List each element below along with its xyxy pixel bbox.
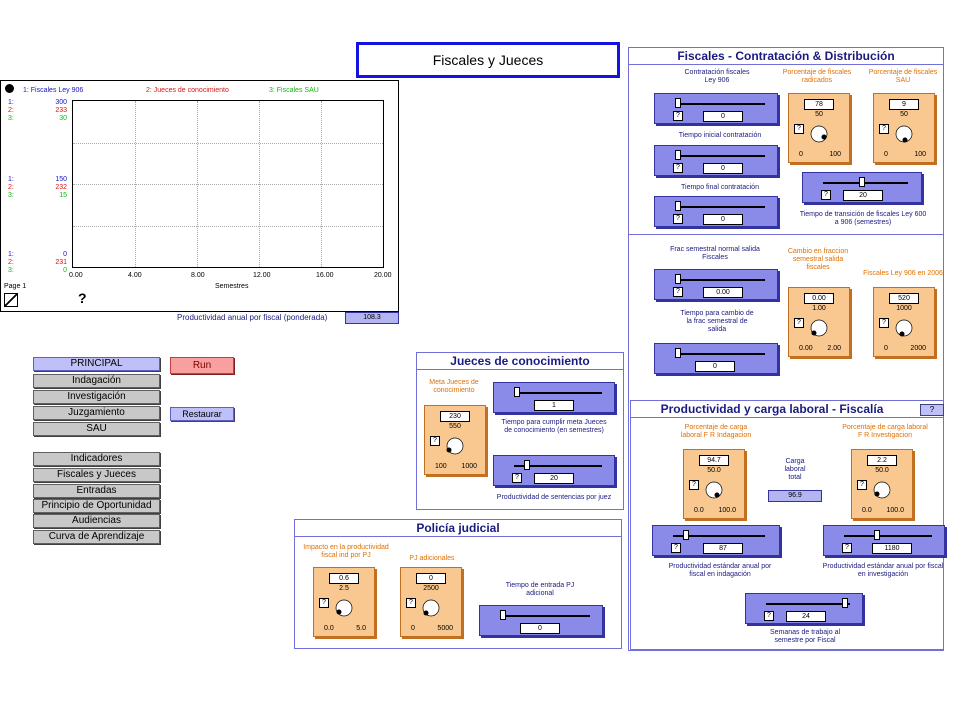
slider-help-icon[interactable]: ? xyxy=(673,214,683,224)
y-top-values: 300 233 30 xyxy=(55,99,67,122)
knob-help-icon[interactable]: ? xyxy=(406,598,416,608)
page-title: Fiscales y Jueces xyxy=(356,42,620,78)
productividad-label: Productividad anual por fiscal (ponderada) xyxy=(177,313,328,322)
plot-area xyxy=(72,100,384,268)
legend-series-3: 3: Fiscales SAU xyxy=(269,87,319,94)
slider-frac-salida[interactable]: ? 0.00 xyxy=(654,269,778,300)
nav-indicadores[interactable]: Indicadores xyxy=(33,452,160,466)
slider-help-icon[interactable]: ? xyxy=(673,163,683,173)
slider-transicion[interactable]: ? 20 xyxy=(802,172,922,203)
graph-type-icon[interactable] xyxy=(5,84,14,93)
knob-carga-indagacion[interactable]: 94.7 50.0 ? 0.0 100.0 xyxy=(683,449,745,519)
graph-help-button[interactable]: ? xyxy=(78,290,87,306)
slider-contratacion[interactable]: ? 0 xyxy=(654,93,778,124)
slider-help-icon[interactable]: ? xyxy=(673,287,683,297)
jueces-s2-label: Productividad de sentencias por juez xyxy=(496,494,612,501)
x-tick-4: 16.00 xyxy=(316,272,334,279)
knob-carga-investigacion[interactable]: 2.2 50.0 ? 0.0 100.0 xyxy=(851,449,913,519)
slider-semanas[interactable]: ? 24 xyxy=(745,593,863,624)
policia-k2-label: PJ adicionales xyxy=(409,555,455,562)
fcd-l5: Frac semestral normal salida Fiscales xyxy=(670,246,760,261)
knob-help-icon[interactable]: ? xyxy=(319,598,329,608)
x-tick-0: 0.00 xyxy=(69,272,83,279)
y-bot-labels: 1: 2: 3: xyxy=(8,251,14,274)
fcd-k2-label: Porcentaje de fiscales SAU xyxy=(868,69,938,84)
carga-total-value: 96.9 xyxy=(768,490,822,502)
knob-help-icon[interactable]: ? xyxy=(430,436,440,446)
prod-k2-label: Porcentaje de carga laboral F R Investigacion xyxy=(842,424,928,439)
knob-fiscales-radicados[interactable]: 78 50 ? 0 100 xyxy=(788,93,850,163)
page-label: Page 1 xyxy=(4,283,27,290)
fcd-l3: Tiempo final contratación xyxy=(681,184,759,191)
prod-s1-label: Productividad estándar anual por fiscal en indagación xyxy=(668,563,772,578)
y-mid-values: 150 232 15 xyxy=(55,176,67,199)
prod-s3-label: Semanas de trabajo al semestre por Fiscal xyxy=(769,629,841,644)
knob-pj-adicionales[interactable]: 0 2500 ? 0 5000 xyxy=(400,567,462,637)
dial-icon xyxy=(441,432,469,460)
knob-help-icon[interactable]: ? xyxy=(857,480,867,490)
x-tick-5: 20.00 xyxy=(374,272,392,279)
dial-icon xyxy=(868,476,896,504)
knob-cambio-fraccion[interactable]: 0.00 1.00 ? 0.00 2.00 xyxy=(788,287,850,357)
slider-help-icon[interactable]: ? xyxy=(842,543,852,553)
fcd-divider xyxy=(628,234,944,235)
panel-jueces-title: Jueces de conocimiento xyxy=(417,353,623,370)
prod-s2-label: Productividad estándar anual por fiscal en investigación xyxy=(822,563,944,578)
nav-fiscales-jueces[interactable]: Fiscales y Jueces xyxy=(33,468,160,482)
page-flip-icon[interactable] xyxy=(4,293,18,307)
policia-s-label: Tiempo de entrada PJ adicional xyxy=(505,582,575,597)
slider-productividad-juez[interactable]: ? 20 xyxy=(493,455,615,486)
slider-tiempo-cambio[interactable]: 0 xyxy=(654,343,778,374)
slider-tiempo-pj[interactable]: 0 xyxy=(479,605,603,636)
slider-prod-indagacion[interactable]: ? 87 xyxy=(652,525,780,556)
dial-icon xyxy=(805,120,833,148)
prod-k1-label: Porcentaje de carga laboral F R Indagacion xyxy=(680,424,752,439)
legend-series-2: 2: Jueces de conocimiento xyxy=(146,87,229,94)
slider-help-icon[interactable]: ? xyxy=(764,611,774,621)
nav-principio-oportunidad[interactable]: Principio de Oportunidad xyxy=(33,499,160,513)
y-mid-labels: 1: 2: 3: xyxy=(8,176,14,199)
nav-principal[interactable]: PRINCIPAL xyxy=(33,357,160,371)
slider-help-icon[interactable]: ? xyxy=(821,190,831,200)
dial-icon xyxy=(700,476,728,504)
nav-curva-aprendizaje[interactable]: Curva de Aprendizaje xyxy=(33,530,160,544)
dial-icon xyxy=(890,314,918,342)
nav-sau[interactable]: SAU xyxy=(33,422,160,436)
y-top-labels: 1: 2: 3: xyxy=(8,99,14,122)
fcd-l2: Tiempo inicial contratación xyxy=(678,132,762,139)
run-button[interactable]: Run xyxy=(170,357,234,374)
graph-pad[interactable] xyxy=(0,80,399,312)
fcd-l1: Contratación fiscales Ley 906 xyxy=(684,69,750,84)
knob-help-icon[interactable]: ? xyxy=(794,318,804,328)
x-tick-2: 8.00 xyxy=(191,272,205,279)
slider-tiempo-final[interactable]: ? 0 xyxy=(654,196,778,227)
nav-investigacion[interactable]: Investigación xyxy=(33,390,160,404)
fcd-k3-label: Cambio en fraccion semestral salida fiscales xyxy=(787,248,849,271)
knob-fiscales-2006[interactable]: 520 1000 ? 0 2000 xyxy=(873,287,935,357)
restaurar-button[interactable]: Restaurar xyxy=(170,407,234,421)
dial-icon xyxy=(330,594,358,622)
fcd-k4-label: Fiscales Ley 906 en 2006 xyxy=(863,270,943,277)
fcd-k1-label: Porcentaje de fiscales radicados xyxy=(782,69,852,84)
fcd-l6: Tiempo para cambio de la frac semestral de salida xyxy=(680,310,754,333)
knob-impacto-pj[interactable]: 0.6 2.5 ? 0.0 5.0 xyxy=(313,567,375,637)
knob-help-icon[interactable]: ? xyxy=(879,124,889,134)
dial-icon xyxy=(417,594,445,622)
prod-help-button[interactable]: ? xyxy=(920,404,944,416)
slider-help-icon[interactable]: ? xyxy=(512,473,522,483)
slider-tiempo-inicial[interactable]: ? 0 xyxy=(654,145,778,176)
knob-fiscales-sau[interactable]: 9 50 ? 0 100 xyxy=(873,93,935,163)
panel-policia-title: Policía judicial xyxy=(295,520,621,537)
policia-k1-label: Impacto en la productividad fiscal ind por PJ xyxy=(303,544,389,559)
dial-icon xyxy=(890,120,918,148)
knob-meta-jueces[interactable]: 230 550 ? 100 1000 xyxy=(424,405,486,475)
knob-help-icon[interactable]: ? xyxy=(879,318,889,328)
panel-prod-title: Productividad y carga laboral - Fiscalía xyxy=(631,401,943,418)
x-tick-1: 4.00 xyxy=(128,272,142,279)
panel-fcd-title: Fiscales - Contratación & Distribución xyxy=(629,48,943,65)
nav-juzgamiento[interactable]: Juzgamiento xyxy=(33,406,160,420)
slider-prod-investigacion[interactable]: ? 1180 xyxy=(823,525,945,556)
x-tick-3: 12.00 xyxy=(253,272,271,279)
x-axis-label: Semestres xyxy=(215,283,249,290)
dial-icon xyxy=(805,314,833,342)
nav-indagacion[interactable]: Indagación xyxy=(33,374,160,388)
jueces-s1-label: Tiempo para cumplir meta Jueces de conocimiento (en semestres) xyxy=(501,419,607,434)
carga-total-label: Carga laboral total xyxy=(784,458,806,481)
jueces-k-label: Meta Jueces de conocimiento xyxy=(429,379,479,394)
slider-help-icon[interactable]: ? xyxy=(673,111,683,121)
y-bot-values: 0 231 0 xyxy=(55,251,67,274)
slider-help-icon[interactable]: ? xyxy=(671,543,681,553)
knob-help-icon[interactable]: ? xyxy=(689,480,699,490)
knob-help-icon[interactable]: ? xyxy=(794,124,804,134)
nav-audiencias[interactable]: Audiencias xyxy=(33,514,160,528)
legend-series-1: 1: Fiscales Ley 906 xyxy=(23,87,84,94)
productividad-value: 108.3 xyxy=(345,312,399,324)
slider-tiempo-meta[interactable]: 1 xyxy=(493,382,615,413)
nav-entradas[interactable]: Entradas xyxy=(33,484,160,498)
fcd-transicion-label: Tiempo de transición de fiscales Ley 600 a 906 (semestres) xyxy=(799,211,927,226)
